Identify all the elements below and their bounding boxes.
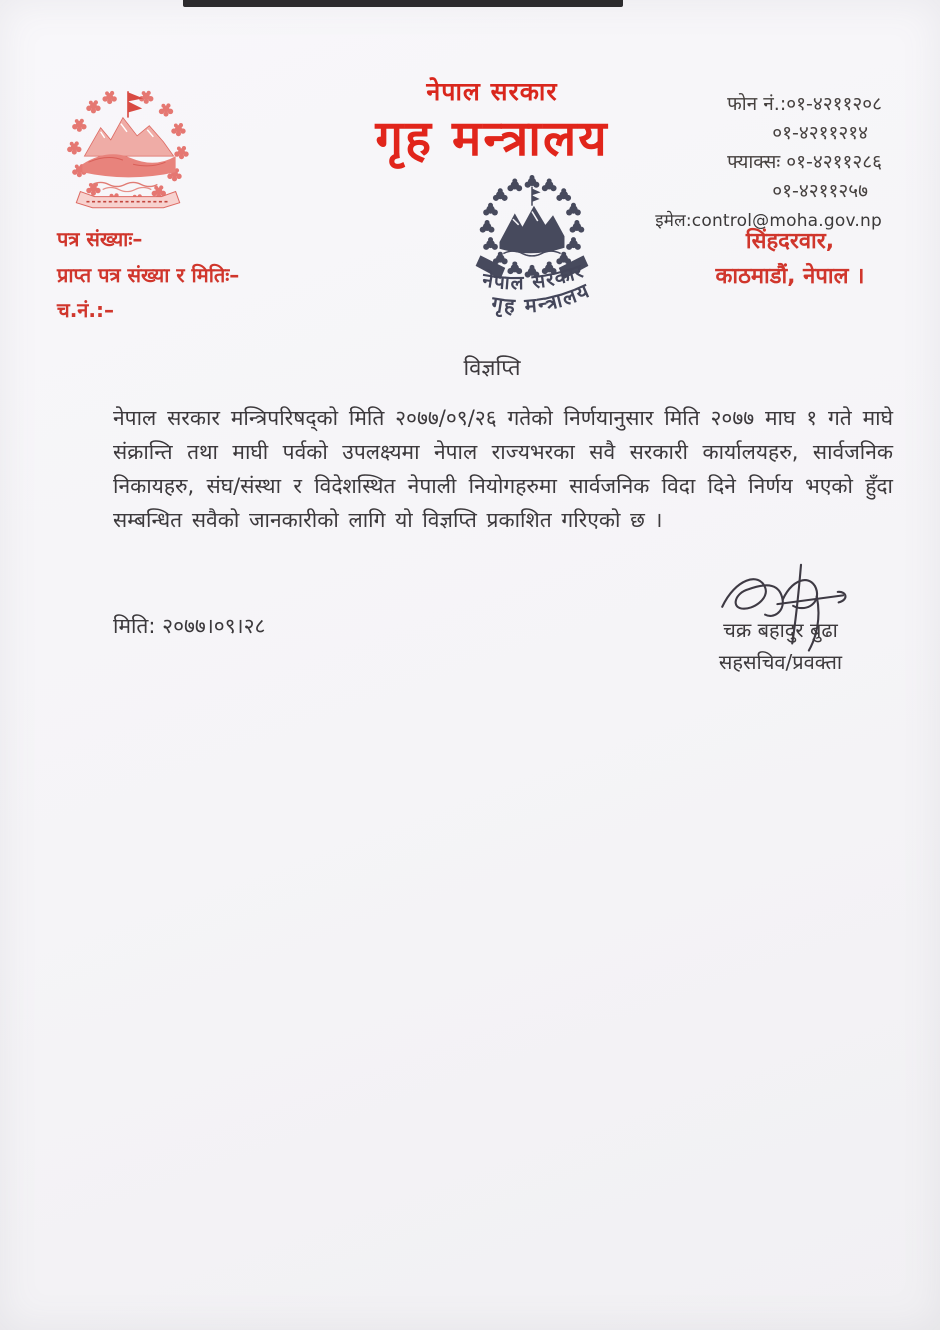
signatory-block bbox=[688, 614, 873, 678]
scan-edge-artifact bbox=[183, 0, 623, 7]
date-line: मिति: २०७७।०९।२८ bbox=[113, 614, 266, 638]
fax-line-2: ०१-४२११२५७ bbox=[772, 180, 868, 202]
received-letter-label: प्राप्त पत्र संख्या र मितिः– bbox=[57, 262, 240, 287]
government-name: नेपाल सरकार bbox=[426, 77, 558, 106]
contact-block bbox=[582, 90, 882, 236]
stamp-line2: गृह मन्त्रालय bbox=[490, 277, 595, 318]
stamp-line1: नेपाल सरकार bbox=[480, 259, 588, 295]
body-paragraph: नेपाल सरकार मन्त्रिपरिषद्को मिति २०७७/०९/२६ गतेको निर्णयानुसार मिति २०७७ माघ १ गते माघे संक्रान्ति तथा माघी पर्वको उपलक्ष्यमा नेपाल राज्यभरका सवै सरकारी कार्यालयहरु, सार्वजनिक निकायहरु, संघ/संस्था र विदेशस्थित नेपाली नियोगहरुमा सार्वजनिक विदा दिने निर्णय भएको हुँदा सम्बन्धित सवैको जानकारीको लागि यो विज्ञप्ति प्रकाशित गरिएको छ । bbox=[113, 406, 893, 532]
fax-line-1: फ्याक्सः ०१-४२११२८६ bbox=[727, 151, 882, 173]
signatory-title: सहसचिव/प्रवक्ता bbox=[718, 650, 843, 674]
letter-number-label: पत्र संख्याः– bbox=[57, 227, 143, 251]
address-line-1: सिंहदरवार, bbox=[745, 229, 835, 254]
signatory-name: चक्र बहादुर बुढा bbox=[723, 618, 838, 642]
email-line: इमेल:control@moha.gov.np bbox=[655, 211, 882, 231]
address-block bbox=[680, 224, 900, 294]
ministry-name: गृह मन्त्रालय bbox=[375, 110, 609, 167]
document-title: विज्ञप्ति bbox=[463, 356, 521, 381]
phone-line-1: फोन नं.:०१-४२११२०८ bbox=[727, 93, 882, 115]
address-line-2: काठमाडौं, नेपाल । bbox=[715, 264, 865, 289]
reference-block bbox=[57, 222, 239, 329]
phone-line-2: ०१-४२११२१४ bbox=[772, 122, 868, 144]
dispatch-number-label: च.नं.:– bbox=[57, 298, 114, 322]
